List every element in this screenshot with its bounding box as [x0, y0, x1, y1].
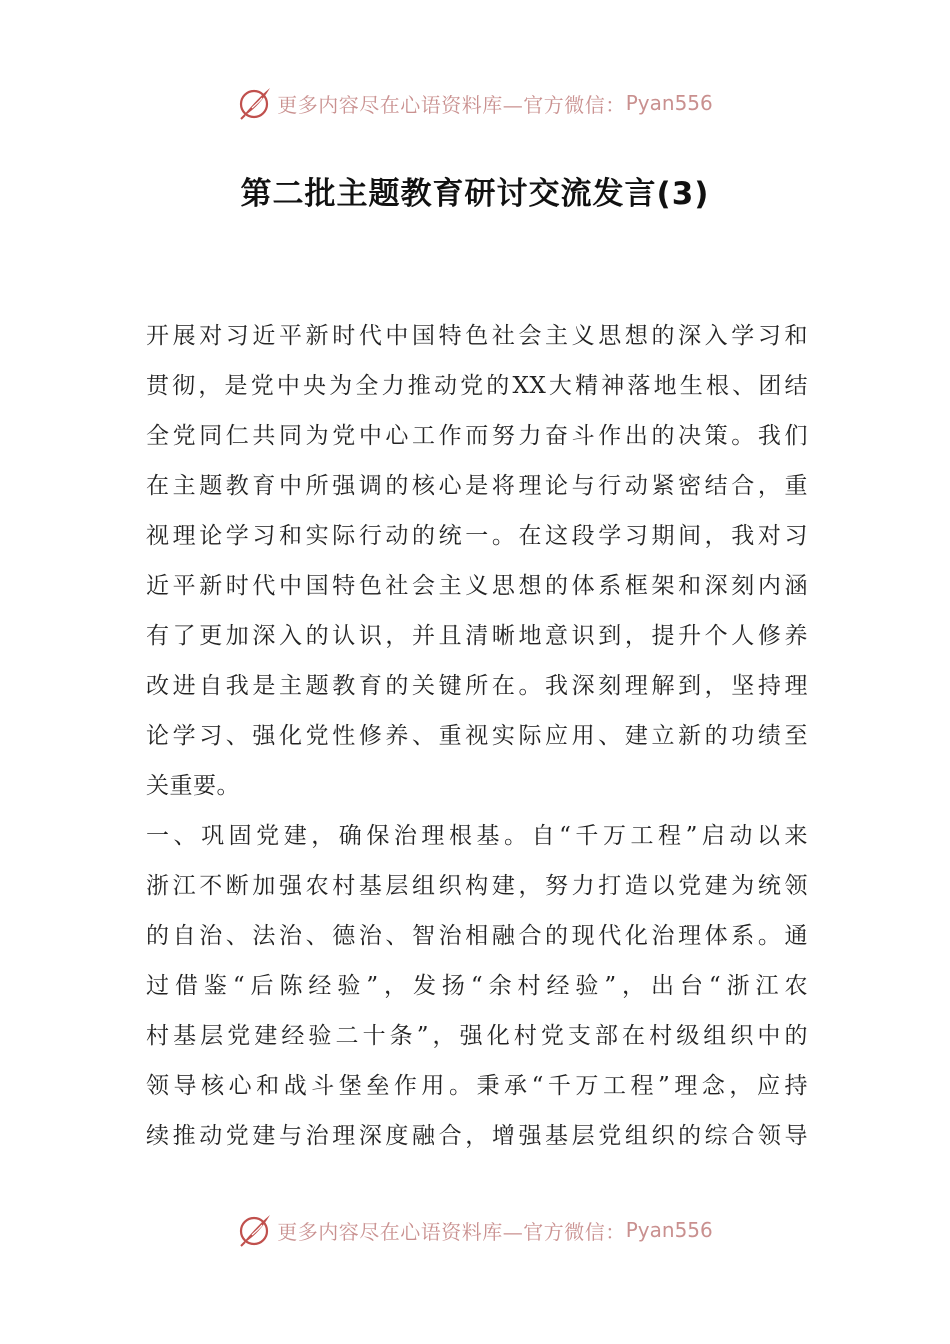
document-body — [146, 311, 808, 1161]
document-title: 第二批主题教育研讨交流发言(3) — [240, 176, 710, 212]
body-line: 的自治、法治、德治、智治相融合的现代化治理体系。通 — [146, 923, 808, 949]
header-banner — [0, 83, 950, 123]
body-line: 改进自我是主题教育的关键所在。我深刻理解到，坚持理 — [146, 673, 808, 699]
quill-logo-icon — [237, 1212, 273, 1248]
body-line: 过借鉴“后陈经验”，发扬“余村经验”，出台“浙江农 — [146, 973, 808, 999]
body-line: 论学习、强化党性修养、重视实际应用、建立新的功绩至 — [146, 723, 808, 749]
body-line: 关重要。 — [146, 773, 240, 799]
body-line: 领导核心和战斗堡垒作用。秉承“千万工程”理念，应持 — [146, 1073, 808, 1099]
body-line: 近平新时代中国特色社会主义思想的体系框架和深刻内涵 — [146, 573, 808, 599]
footer-banner-text: 更多内容尽在心语资料库—官方微信： — [277, 1219, 626, 1244]
body-line: 视理论学习和实际行动的统一。在这段学习期间，我对习 — [146, 523, 808, 549]
footer-banner — [0, 1210, 950, 1250]
quill-logo-icon — [237, 85, 273, 121]
body-line: 有了更加深入的认识，并且清晰地意识到，提升个人修养 — [146, 623, 808, 649]
body-line: 全党同仁共同为党中心工作而努力奋斗作出的决策。我们 — [146, 423, 808, 449]
header-banner-text: 更多内容尽在心语资料库—官方微信： — [277, 92, 626, 117]
body-line: 开展对习近平新时代中国特色社会主义思想的深入学习和 — [146, 323, 808, 349]
header-banner-wechat: Pyan556 — [625, 91, 713, 115]
body-line: 浙江不断加强农村基层组织构建，努力打造以党建为统领 — [146, 873, 808, 899]
body-line: 一、巩固党建，确保治理根基。自“千万工程”启动以来 — [146, 823, 808, 849]
body-line: 续推动党建与治理深度融合，增强基层党组织的综合领导 — [146, 1123, 808, 1149]
footer-banner-wechat: Pyan556 — [625, 1218, 713, 1242]
body-line: 在主题教育中所强调的核心是将理论与行动紧密结合，重 — [146, 473, 808, 499]
body-line: 贯彻，是党中央为全力推动党的XX大精神落地生根、团结 — [146, 373, 808, 399]
body-line: 村基层党建经验二十条”，强化村党支部在村级组织中的 — [146, 1023, 808, 1049]
